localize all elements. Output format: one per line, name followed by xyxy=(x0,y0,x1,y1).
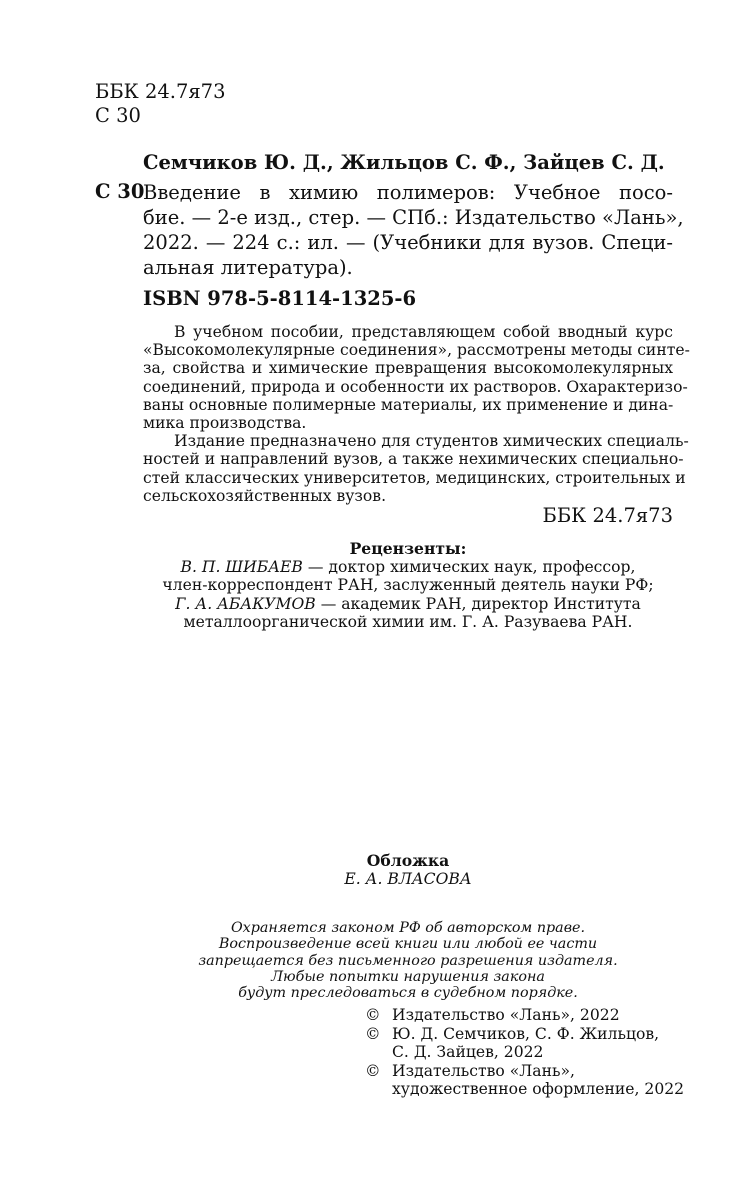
reviewer-1-title: — доктор химических наук, профессор, xyxy=(302,558,636,577)
copyright-text: С. Д. Зайцев, 2022 xyxy=(392,1043,544,1062)
annotation-line: мика производства. xyxy=(143,414,307,433)
bbk-code-bottom: ББК 24.7я73 xyxy=(542,504,673,527)
copyright-icon: © xyxy=(365,1006,381,1024)
copyright-notice xyxy=(143,920,673,1001)
bbk-code: ББК 24.7я73 xyxy=(95,80,226,103)
reviewer-1-line2: член-корреспондент РАН, заслуженный деятель науки РФ; xyxy=(162,576,654,595)
copyright-text: Издательство «Лань», 2022 xyxy=(392,1006,620,1024)
annotation-line: сельскохозяйственных вузов. xyxy=(143,486,387,505)
annotation-line: В учебном пособии, представляющем собой вводный курс xyxy=(174,323,673,341)
copyright-block xyxy=(365,1006,684,1099)
copyright-item xyxy=(365,1025,684,1062)
copyright-icon: © xyxy=(365,1024,381,1043)
author-sign-code: С 30 xyxy=(95,104,141,127)
copyright-text: Ю. Д. Семчиков, С. Ф. Жильцов, xyxy=(392,1024,660,1043)
annotation-line: Издание предназначено для студентов химических специаль- xyxy=(174,432,689,451)
legal-line: Охраняется законом РФ об авторском праве. xyxy=(230,920,586,936)
reviewer-2-title: — академик РАН, директор Института xyxy=(315,594,641,613)
annotation-line: соединений, природа и особенности их растворов. Охарактеризо- xyxy=(143,377,688,396)
reviewers-heading: Рецензенты: xyxy=(349,539,467,558)
description-line: бие. — 2-е изд., стер. — СПб.: Издательство «Лань», xyxy=(143,206,684,229)
catalog-code: С 30 xyxy=(95,180,145,203)
description-line: 2022. — 224 с.: ил. — (Учебники для вузов. Специ- xyxy=(143,231,673,254)
reviewer-1-name: В. П. ШИБАЕВ xyxy=(180,558,303,577)
bbk-code-block xyxy=(95,80,225,128)
description-line: Введение в химию полимеров: Учебное посо- xyxy=(143,181,673,204)
reviewer-2 xyxy=(143,595,673,613)
annotation-line: «Высокомолекулярные соединения», рассмотрены методы синте- xyxy=(143,341,690,360)
annotation-line: ностей и направлений вузов, а также нехимических специально- xyxy=(143,450,684,469)
authors: Семчиков Ю. Д., Жильцов С. Ф., Зайцев С. Д. xyxy=(143,151,665,174)
cover-credit xyxy=(143,852,673,888)
bibliographic-description xyxy=(143,180,684,280)
copyright-item xyxy=(365,1062,684,1099)
reviewer-1 xyxy=(143,558,673,576)
legal-line: Воспроизведение всей книги или любой ее части xyxy=(218,936,598,953)
description-line: альная литература). xyxy=(143,256,353,279)
annotation-line: стей классических университетов, медицинских, строительных и xyxy=(143,468,686,487)
annotation-line: за, свойства и химические превращения высокомолекулярных xyxy=(143,359,673,378)
annotation xyxy=(143,323,690,505)
cover-designer: Е. А. ВЛАСОВА xyxy=(344,870,472,889)
reviewer-2-line2: металлоорганической химии им. Г. А. Разуваева РАН. xyxy=(183,612,633,631)
cover-heading: Обложка xyxy=(366,851,450,870)
copyright-item xyxy=(365,1006,684,1025)
legal-line: будут преследоваться в судебном порядке. xyxy=(238,985,578,1002)
legal-line: запрещается без письменного разрешения издателя. xyxy=(198,952,618,969)
annotation-line: ваны основные полимерные материалы, их применение и дина- xyxy=(143,395,674,414)
reviewers xyxy=(143,540,673,631)
reviewer-2-name: Г. А. АБАКУМОВ xyxy=(175,594,316,613)
copyright-text: художественное оформление, 2022 xyxy=(392,1080,685,1099)
copyright-text: Издательство «Лань», xyxy=(392,1061,575,1080)
copyright-icon: © xyxy=(365,1061,381,1080)
legal-line: Любые попытки нарушения закона xyxy=(271,968,545,985)
isbn: ISBN 978-5-8114-1325-6 xyxy=(143,287,417,310)
